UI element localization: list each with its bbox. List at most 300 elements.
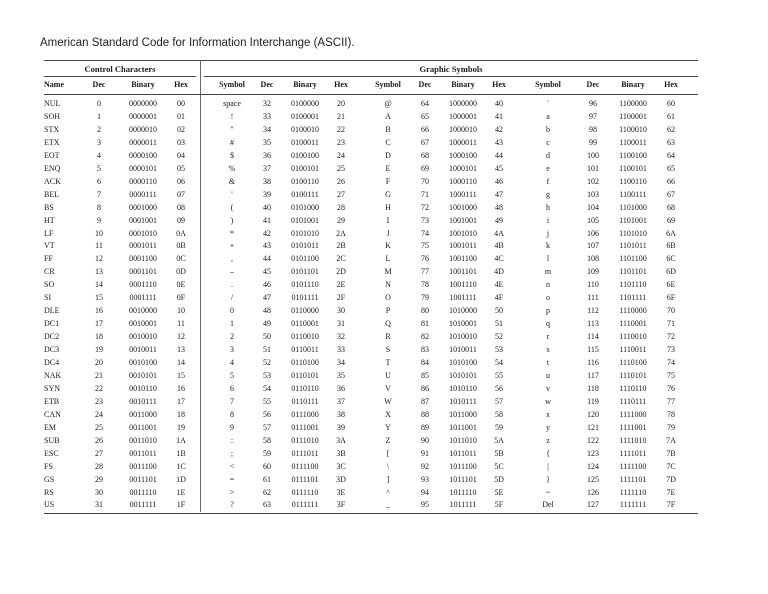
graphic-symbol-cell: = bbox=[229, 474, 235, 484]
graphic-symbol-cell: S bbox=[385, 345, 391, 355]
control-dec-cell: 11 bbox=[95, 241, 103, 251]
graphic-hex-cell: 3F bbox=[336, 500, 346, 510]
control-hex-cell: 0E bbox=[176, 280, 186, 290]
graphic-binary-cell: 1010111 bbox=[449, 396, 477, 406]
table-row bbox=[44, 279, 698, 292]
graphic-hex-cell: 67 bbox=[667, 189, 675, 199]
graphic-symbol-cell: q bbox=[546, 319, 550, 329]
graphic-hex-cell: 4E bbox=[494, 280, 504, 290]
graphic-symbol-cell: E bbox=[385, 163, 391, 173]
graphic-hex-cell: 5F bbox=[494, 500, 504, 510]
graphic-binary-cell: 1110111 bbox=[619, 396, 647, 406]
graphic-hex-cell: 68 bbox=[667, 202, 675, 212]
table-row bbox=[44, 253, 698, 266]
control-dec-cell: 13 bbox=[95, 267, 103, 277]
graphic-dec-cell: 89 bbox=[421, 422, 429, 432]
graphic-hex-cell: 33 bbox=[337, 345, 345, 355]
graphic-hex-cell: 5A bbox=[494, 435, 504, 445]
control-name-cell: RS bbox=[44, 487, 54, 497]
control-dec-cell: 29 bbox=[95, 474, 103, 484]
graphic-dec-cell: 97 bbox=[589, 111, 597, 121]
graphic-symbol-cell: a bbox=[546, 111, 550, 121]
graphic-hex-cell: 3C bbox=[336, 461, 346, 471]
graphic-hex-cell: 2A bbox=[336, 228, 346, 238]
graphic-symbol-cell: ( bbox=[230, 202, 234, 212]
graphic-binary-cell: 0101001 bbox=[291, 215, 319, 225]
graphic-hex-cell: 56 bbox=[495, 383, 503, 393]
graphic-hex-cell: 6A bbox=[666, 228, 676, 238]
graphic-hex-cell: 51 bbox=[495, 319, 503, 329]
table-row bbox=[44, 499, 698, 512]
control-dec-cell: 6 bbox=[97, 176, 101, 186]
graphic-binary-cell: 1100100 bbox=[619, 150, 647, 160]
control-binary-cell: 0000010 bbox=[129, 124, 157, 134]
control-dec-cell: 18 bbox=[95, 332, 103, 342]
graphic-hex-cell: 62 bbox=[667, 124, 675, 134]
graphic-dec-cell: 50 bbox=[263, 332, 271, 342]
graphic-binary-cell: 0100110 bbox=[291, 176, 319, 186]
graphic-hex-cell: 50 bbox=[495, 306, 503, 316]
graphic-dec-cell: 74 bbox=[421, 228, 429, 238]
graphic-hex-cell: 4C bbox=[494, 254, 504, 264]
control-dec-cell: 17 bbox=[95, 319, 103, 329]
graphic-symbol-cell: , bbox=[231, 254, 233, 264]
graphic-hex-cell: 7A bbox=[666, 435, 676, 445]
graphic-symbol-cell: v bbox=[546, 383, 550, 393]
graphic-hex-cell: 7E bbox=[666, 487, 676, 497]
graphic-hex-cell: 4D bbox=[494, 267, 504, 277]
graphic-symbol-cell: e bbox=[546, 163, 550, 173]
table-row bbox=[44, 435, 698, 448]
table-row bbox=[44, 240, 698, 253]
graphic-binary-cell: 1000001 bbox=[449, 111, 477, 121]
graphic-binary-cell: 0111010 bbox=[291, 435, 319, 445]
control-binary-cell: 0001111 bbox=[129, 293, 157, 303]
graphic-hex-cell: 58 bbox=[495, 409, 503, 419]
graphic-binary-cell: 1110100 bbox=[619, 358, 647, 367]
control-dec-cell: 1 bbox=[97, 111, 101, 121]
graphic-dec-cell: 93 bbox=[421, 474, 429, 484]
graphic-hex-cell: 52 bbox=[495, 332, 503, 342]
graphic-symbol-cell: O bbox=[385, 293, 391, 303]
graphic-dec-cell: 105 bbox=[587, 215, 599, 225]
control-binary-cell: 0000100 bbox=[129, 150, 157, 160]
graphic-dec-cell: 102 bbox=[587, 176, 599, 186]
control-hex-cell: 00 bbox=[177, 99, 185, 108]
graphic-dec-cell: 64 bbox=[421, 99, 429, 108]
graphic-hex-cell: 2D bbox=[336, 267, 346, 277]
graphic-dec-cell: 123 bbox=[587, 448, 599, 458]
table-top-rule bbox=[44, 60, 698, 61]
control-name-cell: ETX bbox=[44, 137, 60, 147]
column-header: Binary bbox=[451, 80, 475, 89]
control-binary-cell: 0011011 bbox=[129, 448, 157, 458]
graphic-dec-cell: 39 bbox=[263, 189, 271, 199]
graphic-binary-cell: 1111110 bbox=[619, 487, 647, 497]
graphic-hex-cell: 59 bbox=[495, 422, 503, 432]
graphic-hex-cell: 42 bbox=[495, 124, 503, 134]
graphic-dec-cell: 46 bbox=[263, 280, 271, 290]
control-hex-cell: 11 bbox=[177, 319, 185, 329]
graphic-binary-cell: 1011101 bbox=[449, 474, 477, 484]
table-row bbox=[44, 215, 698, 228]
graphic-dec-cell: 88 bbox=[421, 409, 429, 419]
graphic-hex-cell: 27 bbox=[337, 189, 345, 199]
table-row bbox=[44, 202, 698, 215]
graphic-binary-cell: 1001010 bbox=[449, 228, 477, 238]
graphic-dec-cell: 111 bbox=[587, 293, 599, 303]
graphic-hex-cell: 43 bbox=[495, 137, 503, 147]
graphic-hex-cell: 35 bbox=[337, 370, 345, 380]
column-header: Hex bbox=[492, 80, 506, 89]
graphic-binary-cell: 0101010 bbox=[291, 228, 319, 238]
graphic-binary-cell: 0111111 bbox=[291, 500, 319, 510]
graphic-hex-cell: 4F bbox=[494, 293, 504, 303]
graphic-binary-cell: 1010100 bbox=[449, 358, 477, 367]
graphic-dec-cell: 45 bbox=[263, 267, 271, 277]
column-header: Symbol bbox=[535, 80, 561, 89]
control-binary-cell: 0000111 bbox=[129, 189, 157, 199]
graphic-dec-cell: 110 bbox=[587, 280, 599, 290]
graphic-dec-cell: 77 bbox=[421, 267, 429, 277]
graphic-symbol-cell: L bbox=[385, 254, 391, 264]
control-binary-cell: 0000001 bbox=[129, 111, 157, 121]
column-header: Dec bbox=[92, 80, 106, 89]
table-row bbox=[44, 150, 698, 163]
graphic-dec-cell: 52 bbox=[263, 358, 271, 367]
graphic-binary-cell: 1001111 bbox=[449, 293, 477, 303]
graphic-dec-cell: 98 bbox=[589, 124, 597, 134]
graphic-symbol-cell: i bbox=[546, 215, 550, 225]
graphic-binary-cell: 1101100 bbox=[619, 254, 647, 264]
graphic-binary-cell: 1100000 bbox=[619, 99, 647, 108]
control-binary-cell: 0000101 bbox=[129, 163, 157, 173]
graphic-binary-cell: 1011011 bbox=[449, 448, 477, 458]
control-name-cell: FS bbox=[44, 461, 53, 471]
control-name-cell: NAK bbox=[44, 370, 62, 380]
control-hex-cell: 01 bbox=[177, 111, 185, 121]
column-header: Dec bbox=[586, 80, 600, 89]
graphic-symbol-cell: ^ bbox=[386, 487, 390, 497]
graphic-dec-cell: 112 bbox=[587, 306, 599, 316]
graphic-symbol-cell: U bbox=[385, 370, 391, 380]
control-name-cell: GS bbox=[44, 474, 55, 484]
control-hex-cell: 0B bbox=[176, 241, 186, 251]
graphic-dec-cell: 116 bbox=[587, 358, 599, 367]
graphic-symbol-cell: A bbox=[385, 111, 391, 121]
graphic-binary-cell: 1111100 bbox=[619, 461, 647, 471]
graphic-symbol-cell: F bbox=[385, 176, 391, 186]
graphic-binary-cell: 1101011 bbox=[619, 241, 647, 251]
control-name-cell: DC2 bbox=[44, 332, 60, 342]
control-dec-cell: 9 bbox=[97, 215, 101, 225]
header-rule bbox=[44, 94, 698, 95]
control-hex-cell: 15 bbox=[177, 370, 185, 380]
graphic-hex-cell: 79 bbox=[667, 422, 675, 432]
graphic-dec-cell: 51 bbox=[263, 345, 271, 355]
control-dec-cell: 4 bbox=[97, 150, 101, 160]
graphic-symbol-cell: C bbox=[385, 137, 391, 147]
graphic-dec-cell: 106 bbox=[587, 228, 599, 238]
graphic-hex-cell: 7F bbox=[666, 500, 676, 510]
graphic-symbol-cell: ' bbox=[231, 189, 233, 199]
graphic-hex-cell: 61 bbox=[667, 111, 675, 121]
control-characters-heading: Control Characters bbox=[84, 64, 156, 74]
graphic-dec-cell: 101 bbox=[587, 163, 599, 173]
control-name-cell: SYN bbox=[44, 383, 61, 393]
graphic-dec-cell: 78 bbox=[421, 280, 429, 290]
graphic-symbol-cell: space bbox=[223, 99, 241, 108]
graphic-binary-cell: 1101001 bbox=[619, 215, 647, 225]
graphic-symbol-cell: } bbox=[546, 474, 550, 484]
graphic-hex-cell: 44 bbox=[495, 150, 503, 160]
control-hex-cell: 1D bbox=[176, 474, 186, 484]
graphic-symbol-cell: – bbox=[230, 267, 234, 277]
graphic-dec-cell: 80 bbox=[421, 306, 429, 316]
graphic-binary-cell: 1100101 bbox=[619, 163, 647, 173]
graphic-hex-cell: 3B bbox=[336, 448, 346, 458]
graphic-hex-cell: 72 bbox=[667, 332, 675, 342]
control-dec-cell: 8 bbox=[97, 202, 101, 212]
table-bottom-rule bbox=[44, 513, 698, 514]
graphic-binary-cell: 1001101 bbox=[449, 267, 477, 277]
graphic-symbol-cell: ; bbox=[230, 448, 234, 458]
control-binary-cell: 0010011 bbox=[129, 345, 157, 355]
graphic-symbol-cell: 1 bbox=[230, 319, 234, 329]
graphic-binary-cell: 1010001 bbox=[449, 319, 477, 329]
control-hex-cell: 1F bbox=[176, 500, 186, 510]
graphic-hex-cell: 20 bbox=[337, 99, 345, 108]
control-binary-cell: 0010100 bbox=[129, 358, 157, 367]
graphic-dec-cell: 108 bbox=[587, 254, 599, 264]
graphic-binary-cell: 0111000 bbox=[291, 409, 319, 419]
graphic-binary-cell: 0100100 bbox=[291, 150, 319, 160]
graphic-hex-cell: 32 bbox=[337, 332, 345, 342]
control-hex-cell: 14 bbox=[177, 358, 185, 367]
graphic-symbol-cell: Q bbox=[385, 319, 391, 329]
table-row bbox=[44, 409, 698, 422]
graphic-hex-cell: 49 bbox=[495, 215, 503, 225]
graphic-hex-cell: 7D bbox=[666, 474, 676, 484]
graphic-dec-cell: 62 bbox=[263, 487, 271, 497]
control-binary-cell: 0011000 bbox=[129, 409, 157, 419]
graphic-hex-cell: 31 bbox=[337, 319, 345, 329]
graphic-symbol-cell: % bbox=[228, 163, 236, 173]
graphic-binary-cell: 1101101 bbox=[619, 267, 647, 277]
graphic-symbol-cell: o bbox=[546, 293, 550, 303]
control-binary-cell: 0000110 bbox=[129, 176, 157, 186]
graphic-symbol-cell: | bbox=[547, 461, 549, 471]
graphic-binary-cell: 0110110 bbox=[291, 383, 319, 393]
graphic-binary-cell: 1010011 bbox=[449, 345, 477, 355]
graphic-symbol-cell: J bbox=[386, 228, 390, 238]
graphic-symbol-cell: N bbox=[385, 280, 391, 290]
graphic-dec-cell: 117 bbox=[587, 370, 599, 380]
graphic-dec-cell: 107 bbox=[587, 241, 599, 251]
graphic-binary-cell: 1101000 bbox=[619, 202, 647, 212]
control-name-cell: ACK bbox=[44, 176, 61, 186]
control-binary-cell: 0001000 bbox=[129, 202, 157, 212]
graphic-dec-cell: 91 bbox=[421, 448, 429, 458]
graphic-binary-cell: 1101111 bbox=[619, 293, 647, 303]
graphic-hex-cell: 45 bbox=[495, 163, 503, 173]
control-binary-cell: 0001011 bbox=[129, 241, 157, 251]
control-name-cell: FF bbox=[44, 254, 53, 264]
graphic-dec-cell: 99 bbox=[589, 137, 597, 147]
graphic-binary-cell: 1111101 bbox=[619, 474, 647, 484]
graphic-binary-cell: 0100010 bbox=[291, 124, 319, 134]
graphic-binary-cell: 1011110 bbox=[449, 487, 477, 497]
table-row bbox=[44, 292, 698, 305]
graphic-hex-cell: 6F bbox=[666, 293, 676, 303]
graphic-hex-cell: 40 bbox=[495, 99, 503, 108]
table-row bbox=[44, 98, 698, 111]
graphic-symbol-cell: / bbox=[230, 293, 234, 303]
graphic-symbol-cell: b bbox=[546, 124, 550, 134]
graphic-binary-cell: 1001001 bbox=[449, 215, 477, 225]
graphic-hex-cell: 28 bbox=[337, 202, 345, 212]
graphic-dec-cell: 96 bbox=[589, 99, 597, 108]
graphic-dec-cell: 68 bbox=[421, 150, 429, 160]
graphic-dec-cell: 75 bbox=[421, 241, 429, 251]
graphic-symbol-cell: P bbox=[385, 306, 391, 316]
graphic-dec-cell: 40 bbox=[263, 202, 271, 212]
graphic-group-rule bbox=[204, 76, 698, 77]
control-dec-cell: 0 bbox=[97, 99, 101, 108]
table-row bbox=[44, 370, 698, 383]
graphic-hex-cell: 2E bbox=[336, 280, 346, 290]
graphic-symbol-cell: B bbox=[385, 124, 391, 134]
graphic-dec-cell: 124 bbox=[587, 461, 599, 471]
graphic-dec-cell: 61 bbox=[263, 474, 271, 484]
column-header: Binary bbox=[293, 80, 317, 89]
graphic-dec-cell: 53 bbox=[263, 370, 271, 380]
control-binary-cell: 0010111 bbox=[129, 396, 157, 406]
control-hex-cell: 04 bbox=[177, 150, 185, 160]
graphic-hex-cell: 24 bbox=[337, 150, 345, 160]
graphic-binary-cell: 0100101 bbox=[291, 163, 319, 173]
column-header: Hex bbox=[334, 80, 348, 89]
graphic-binary-cell: 1110101 bbox=[619, 370, 647, 380]
graphic-binary-cell: 0111110 bbox=[291, 487, 319, 497]
control-group-rule bbox=[44, 76, 196, 77]
control-name-cell: ESC bbox=[44, 448, 59, 458]
table-row bbox=[44, 422, 698, 435]
graphic-hex-cell: 39 bbox=[337, 422, 345, 432]
table-row bbox=[44, 111, 698, 124]
control-dec-cell: 16 bbox=[95, 306, 103, 316]
control-dec-cell: 26 bbox=[95, 435, 103, 445]
control-name-cell: HT bbox=[44, 215, 55, 225]
graphic-hex-cell: 23 bbox=[337, 137, 345, 147]
page-title: American Standard Code for Information Interchange (ASCII). bbox=[40, 37, 355, 49]
graphic-symbol-cell: $ bbox=[230, 150, 234, 160]
control-hex-cell: 18 bbox=[177, 409, 185, 419]
graphic-symbol-cell: @ bbox=[384, 99, 392, 108]
graphic-binary-cell: 1001000 bbox=[449, 202, 477, 212]
control-binary-cell: 0011010 bbox=[129, 435, 157, 445]
graphic-dec-cell: 56 bbox=[263, 409, 271, 419]
control-name-cell: ENQ bbox=[44, 163, 61, 173]
graphic-hex-cell: 78 bbox=[667, 409, 675, 419]
graphic-binary-cell: 1111010 bbox=[619, 435, 647, 445]
graphic-binary-cell: 1011000 bbox=[449, 409, 477, 419]
graphic-hex-cell: 7C bbox=[666, 461, 676, 471]
graphic-dec-cell: 94 bbox=[421, 487, 429, 497]
graphic-dec-cell: 114 bbox=[587, 332, 599, 342]
control-name-cell: US bbox=[44, 500, 55, 510]
control-binary-cell: 0001001 bbox=[129, 215, 157, 225]
control-name-cell: SO bbox=[44, 280, 55, 290]
graphic-symbol-cell: y bbox=[546, 422, 550, 432]
graphic-symbol-cell: 7 bbox=[230, 396, 234, 406]
graphic-dec-cell: 90 bbox=[421, 435, 429, 445]
control-binary-cell: 0011110 bbox=[129, 487, 157, 497]
graphic-dec-cell: 70 bbox=[421, 176, 429, 186]
graphic-binary-cell: 1100011 bbox=[619, 137, 647, 147]
graphic-symbol-cell: W bbox=[384, 396, 392, 406]
graphic-dec-cell: 34 bbox=[263, 124, 271, 134]
control-hex-cell: 12 bbox=[177, 332, 185, 342]
table-row bbox=[44, 305, 698, 318]
control-binary-cell: 0001101 bbox=[129, 267, 157, 277]
table-row bbox=[44, 189, 698, 202]
graphic-symbol-cell: Y bbox=[385, 422, 391, 432]
graphic-symbol-cell: " bbox=[230, 124, 234, 134]
graphic-symbol-cell: j bbox=[546, 228, 550, 238]
graphic-symbol-cell: Z bbox=[385, 435, 391, 445]
graphic-dec-cell: 44 bbox=[263, 254, 271, 264]
graphic-hex-cell: 3E bbox=[336, 487, 346, 497]
graphic-symbol-cell: V bbox=[385, 383, 391, 393]
graphic-hex-cell: 3D bbox=[336, 474, 346, 484]
graphic-hex-cell: 6B bbox=[666, 241, 676, 251]
graphic-binary-cell: 1101110 bbox=[619, 280, 647, 290]
graphic-binary-cell: 1010110 bbox=[449, 383, 477, 393]
table-row bbox=[44, 176, 698, 189]
graphic-symbol-cell: ! bbox=[230, 111, 234, 121]
graphic-dec-cell: 60 bbox=[263, 461, 271, 471]
graphic-symbol-cell: { bbox=[546, 448, 550, 458]
graphic-binary-cell: 1111000 bbox=[619, 409, 647, 419]
graphic-binary-cell: 1110000 bbox=[619, 306, 647, 316]
graphic-hex-cell: 55 bbox=[495, 370, 503, 380]
graphic-symbol-cell: T bbox=[385, 358, 391, 367]
graphic-binary-cell: 0110101 bbox=[291, 370, 319, 380]
graphic-symbols-heading: Graphic Symbols bbox=[419, 64, 483, 74]
graphic-hex-cell: 5B bbox=[494, 448, 504, 458]
graphic-dec-cell: 37 bbox=[263, 163, 271, 173]
graphic-hex-cell: 3A bbox=[336, 435, 346, 445]
graphic-dec-cell: 84 bbox=[421, 358, 429, 367]
control-name-cell: VT bbox=[44, 241, 55, 251]
control-hex-cell: 08 bbox=[177, 202, 185, 212]
control-dec-cell: 28 bbox=[95, 461, 103, 471]
graphic-symbol-cell: m bbox=[544, 267, 552, 277]
graphic-dec-cell: 67 bbox=[421, 137, 429, 147]
graphic-symbol-cell: 2 bbox=[230, 332, 234, 342]
graphic-dec-cell: 59 bbox=[263, 448, 271, 458]
table-row bbox=[44, 228, 698, 241]
control-dec-cell: 15 bbox=[95, 293, 103, 303]
control-name-cell: SUB bbox=[44, 435, 60, 445]
control-dec-cell: 3 bbox=[97, 137, 101, 147]
graphic-dec-cell: 42 bbox=[263, 228, 271, 238]
control-hex-cell: 07 bbox=[177, 189, 185, 199]
graphic-dec-cell: 73 bbox=[421, 215, 429, 225]
graphic-hex-cell: 5E bbox=[494, 487, 504, 497]
graphic-binary-cell: 1011100 bbox=[449, 461, 477, 471]
